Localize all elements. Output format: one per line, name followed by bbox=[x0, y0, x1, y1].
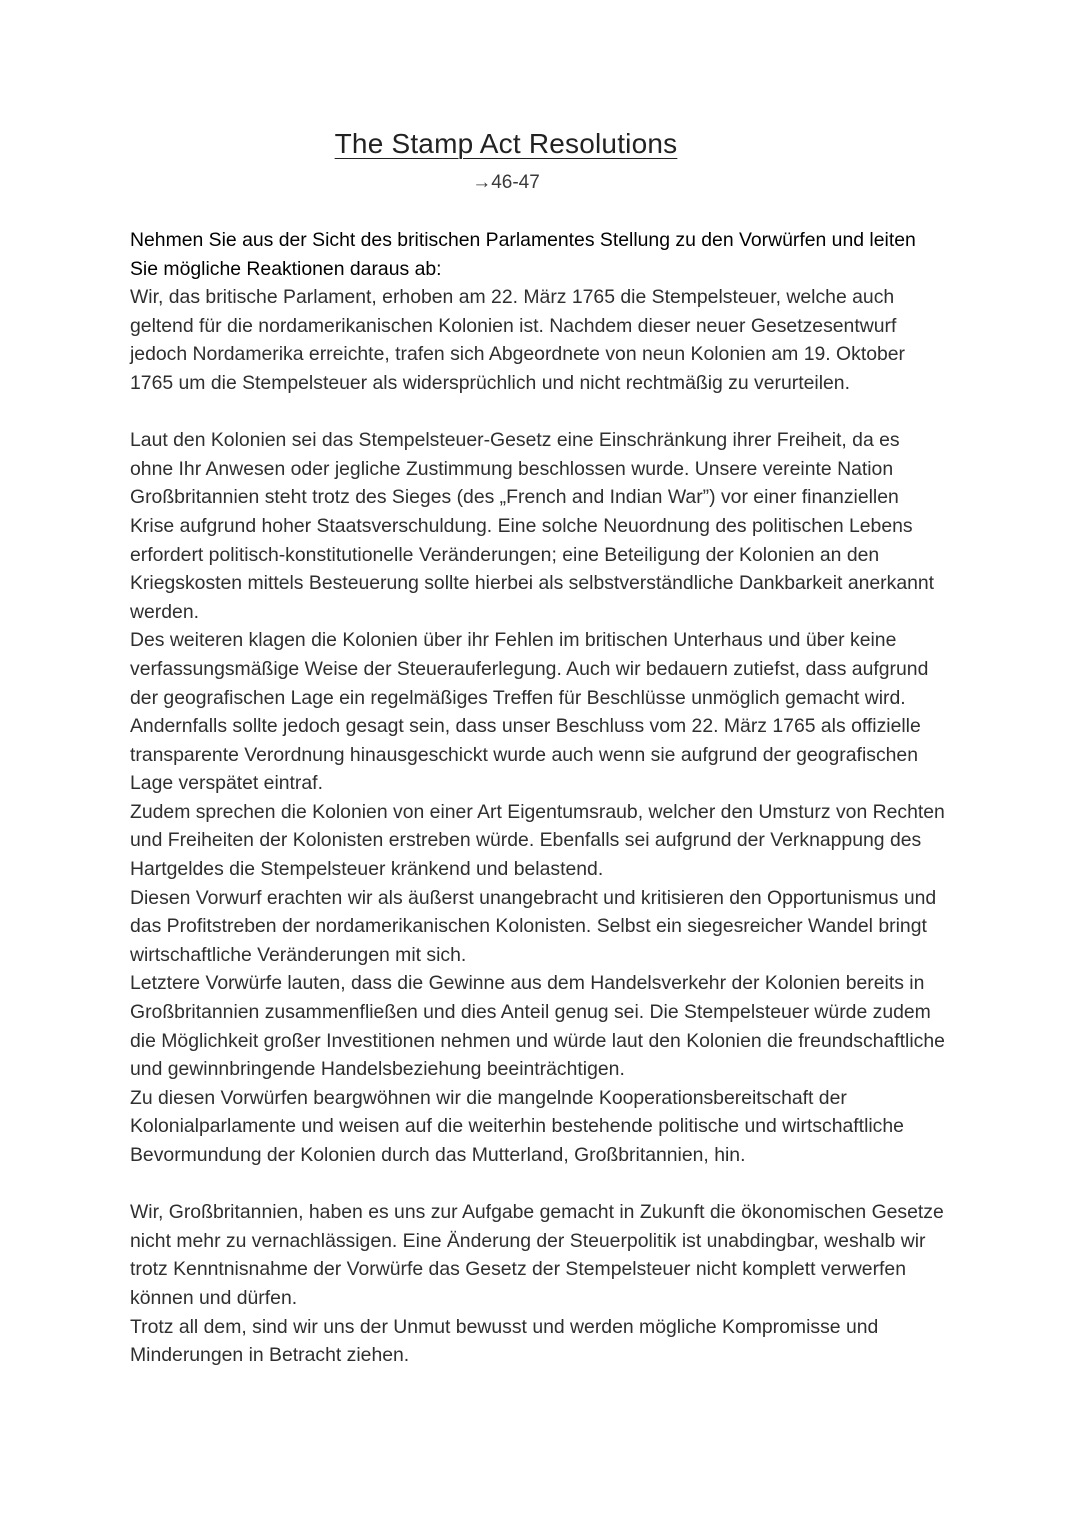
paragraph-intro: Wir, das britische Parlament, erhoben am 22. März 1765 die Stempelsteuer, welche auch geltend für die nordamerikanischen Kolonien ist. Nachdem dieser neuer Gesetzesentwurf jedoch Nordamerika erreichte, trafen sich Abgeordnete von neun Kolonien am 19. Oktober 1765 um die Stempelsteuer als widersprüchlich und nicht rechtmäßig zu verurteilen. bbox=[130, 286, 906, 394]
task-prompt: Nehmen Sie aus der Sicht des britischen Parlamentes Stellung zu den Vorwürfen und leiten Sie mögliche Reaktionen daraus ab: bbox=[130, 229, 916, 280]
document-title: The Stamp Act Resolutions bbox=[334, 128, 678, 159]
paragraph-future: Wir, Großbritannien, haben es uns zur Aufgabe gemacht in Zukunft die ökonomischen Gesetze nicht mehr zu vernachlässigen. Eine Änderung der Steuerpolitik ist unabdingbar, weshalb wir trotz Kenntnisnahme der Vorwürfe das Gesetz der Stempelsteuer nicht komplett verwerfen können und dürfen. bbox=[130, 1201, 944, 1309]
paragraph-freedom: Laut den Kolonien sei das Stempelsteuer-Gesetz eine Einschränkung ihrer Freiheit, da es ohne Ihr Anwesen oder jegliche Zustimmung beschlossen wurde. Unsere vereinte Nation Großbritannien steht trotz des Sieges (des „French and Indian War”) vor einer finanziellen Krise aufgrund hoher Staatsverschuldung. Eine solche Neuordnung des politischen Lebens erfordert politisch-konstitutionelle Veränderungen; eine Beteiligung der Kolonien an den Kriegskosten mittels Besteuerung sollte hierbei als selbstverständliche Dankbarkeit anerkannt werden. bbox=[130, 429, 935, 623]
page-reference: →46-47 bbox=[472, 172, 540, 193]
paragraph-spacer bbox=[130, 398, 945, 427]
paragraph-representation: Des weiteren klagen die Kolonien über ihr Fehlen im britischen Unterhaus und über keine verfassungsmäßige Weise der Steuerauferlegung. Auch wir bedauern zutiefst, dass aufgrund der geografischen Lage ein regelmäßiges Treffen für Beschlüsse unmöglich gemacht wird. Andernfalls sollte jedoch gesagt sein, dass unser Beschluss vom 22. März 1765 als offizielle transparente Verordnung hinausgeschickt wurde auch wenn sie aufgrund der geografischen Lage verspätet eintraf. bbox=[130, 629, 929, 795]
paragraph-compromise: Trotz all dem, sind wir uns der Unmut bewusst und werden mögliche Kompromisse und Minderungen in Betracht ziehen. bbox=[130, 1315, 879, 1367]
paragraph-trade: Letztere Vorwürfe lauten, dass die Gewinne aus dem Handelsverkehr der Kolonien bereits in Großbritannien zusammenfließen und dies Anteil genug sei. Die Stempelsteuer würde zudem die Möglichkeit großer Investitionen nehmen und würde laut den Kolonien die freundschaftliche und gewinnbringende Handelsbeziehung beeinträchtigen. bbox=[130, 972, 945, 1081]
paragraph-opportunism: Diesen Vorwurf erachten wir als äußerst unangebracht und kritisieren den Opportunismus und das Profitstreben der nordamerikanischen Kolonisten. Selbst ein siegesreicher Wandel bringt wirtschaftliche Veränderungen mit sich. bbox=[130, 886, 937, 966]
paragraph-spacer bbox=[130, 1170, 945, 1199]
document-body bbox=[130, 226, 945, 1370]
paragraph-cooperation: Zu diesen Vorwürfen beargwöhnen wir die mangelnde Kooperationsbereitschaft der Kolonialparlamente und weisen auf die weiterhin bestehende politische und wirtschaftliche Bevormundung der Kolonien durch das Mutterland, Großbritannien, hin. bbox=[130, 1086, 904, 1166]
paragraph-property: Zudem sprechen die Kolonien von einer Art Eigentumsraub, welcher den Umsturz von Rechten und Freiheiten der Kolonisten erstreben würde. Ebenfalls sei aufgrund der Verknappung des Hartgeldes die Stempelsteuer kränkend und belastend. bbox=[130, 800, 945, 881]
